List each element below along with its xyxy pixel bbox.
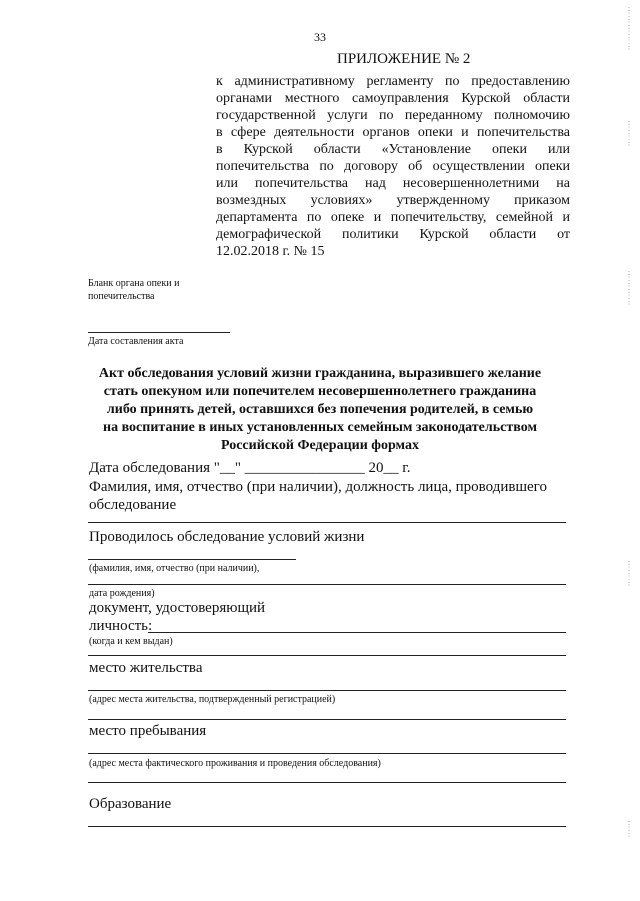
- appendix-line: государственной услуги по переданному полномочию: [216, 108, 570, 123]
- inspector-label: обследование: [89, 497, 177, 513]
- id-fill-line-2: [88, 655, 566, 656]
- appendix-line: органами местного самоуправления Курской области: [216, 91, 570, 106]
- residence-fill-line-2: [88, 719, 566, 720]
- id-fill-line: [148, 632, 566, 633]
- appendix-line: возмездных условиях» утвержденному приказом: [216, 193, 570, 208]
- appendix-line: или попечительства над несовершеннолетними на: [216, 176, 570, 191]
- act-date-line: [88, 332, 230, 333]
- appendix-title: ПРИЛОЖЕНИЕ № 2: [337, 51, 471, 67]
- scan-edge-mark: ⋮ ⋮ ⋮: [625, 120, 633, 147]
- conducted-label: Проводилось обследование условий жизни: [89, 529, 365, 545]
- act-date-label: Дата составления акта: [88, 336, 184, 347]
- birth-fill-line: [88, 584, 566, 585]
- appendix-line: 12.02.2018 г. № 15: [216, 244, 325, 259]
- id-document-label: личность:: [89, 618, 153, 634]
- scan-edge-mark: ⋮ ⋮ ⋮: [625, 560, 633, 587]
- residence-label: место жительства: [89, 660, 203, 676]
- scan-edge-mark: ⋮ ⋮: [625, 820, 633, 838]
- name-fill-line: [88, 559, 296, 560]
- appendix-line: к административному регламенту по предоставлению: [216, 74, 570, 89]
- letterhead-label: Бланк органа опеки и: [88, 278, 180, 289]
- inspector-fill-line: [88, 522, 566, 523]
- letterhead-label: попечительства: [88, 291, 155, 302]
- stay-label: место пребывания: [89, 723, 207, 739]
- scan-edge-mark: ⋮ ⋮ ⋮ ⋮: [625, 270, 633, 306]
- act-title-line: либо принять детей, оставшихся без попечения родителей, в семью: [106, 402, 534, 417]
- stay-fill-line-2: [88, 782, 566, 783]
- education-fill-line: [88, 826, 566, 827]
- page-number: 33: [314, 30, 326, 44]
- residence-fill-line: [88, 690, 566, 691]
- appendix-line: в Курской области «Установление опеки или: [216, 142, 570, 157]
- appendix-line: в сфере деятельности органов опеки и попечительства: [216, 125, 570, 140]
- appendix-line: демографической политики Курской области от: [216, 227, 570, 242]
- scan-edge-mark: ⋮ ⋮ ⋮ ⋮ ⋮: [625, 6, 633, 51]
- act-title-line: Акт обследования условий жизни гражданина, выразившего желание: [98, 366, 542, 381]
- stay-fill-line: [88, 753, 566, 754]
- stay-hint: (адрес места фактического проживания и проведения обследования): [89, 758, 381, 769]
- education-label: Образование: [89, 796, 172, 812]
- act-title-line: стать опекуном или попечителем несовершеннолетнего гражданина: [103, 384, 537, 399]
- act-title-line: на воспитание в иных установленных семейным законодательством: [103, 420, 537, 435]
- name-hint: (фамилия, имя, отчество (при наличии),: [89, 563, 260, 574]
- id-hint: (когда и кем выдан): [89, 636, 173, 647]
- residence-hint: (адрес места жительства, подтвержденный регистрацией): [89, 694, 336, 705]
- id-document-label: документ, удостоверяющий: [89, 600, 266, 616]
- birth-hint: дата рождения): [89, 588, 155, 599]
- inspection-date-field: Дата обследования "__" ________________ 20__ г.: [89, 460, 411, 476]
- inspector-label: Фамилия, имя, отчество (при наличии), должность лица, проводившего: [89, 479, 547, 495]
- appendix-line: департамента по опеке и попечительству, семейной и: [216, 210, 570, 225]
- act-title-line: Российской Федерации формах: [221, 438, 419, 453]
- appendix-line: попечительства по договору об осуществлении опеки: [216, 159, 570, 174]
